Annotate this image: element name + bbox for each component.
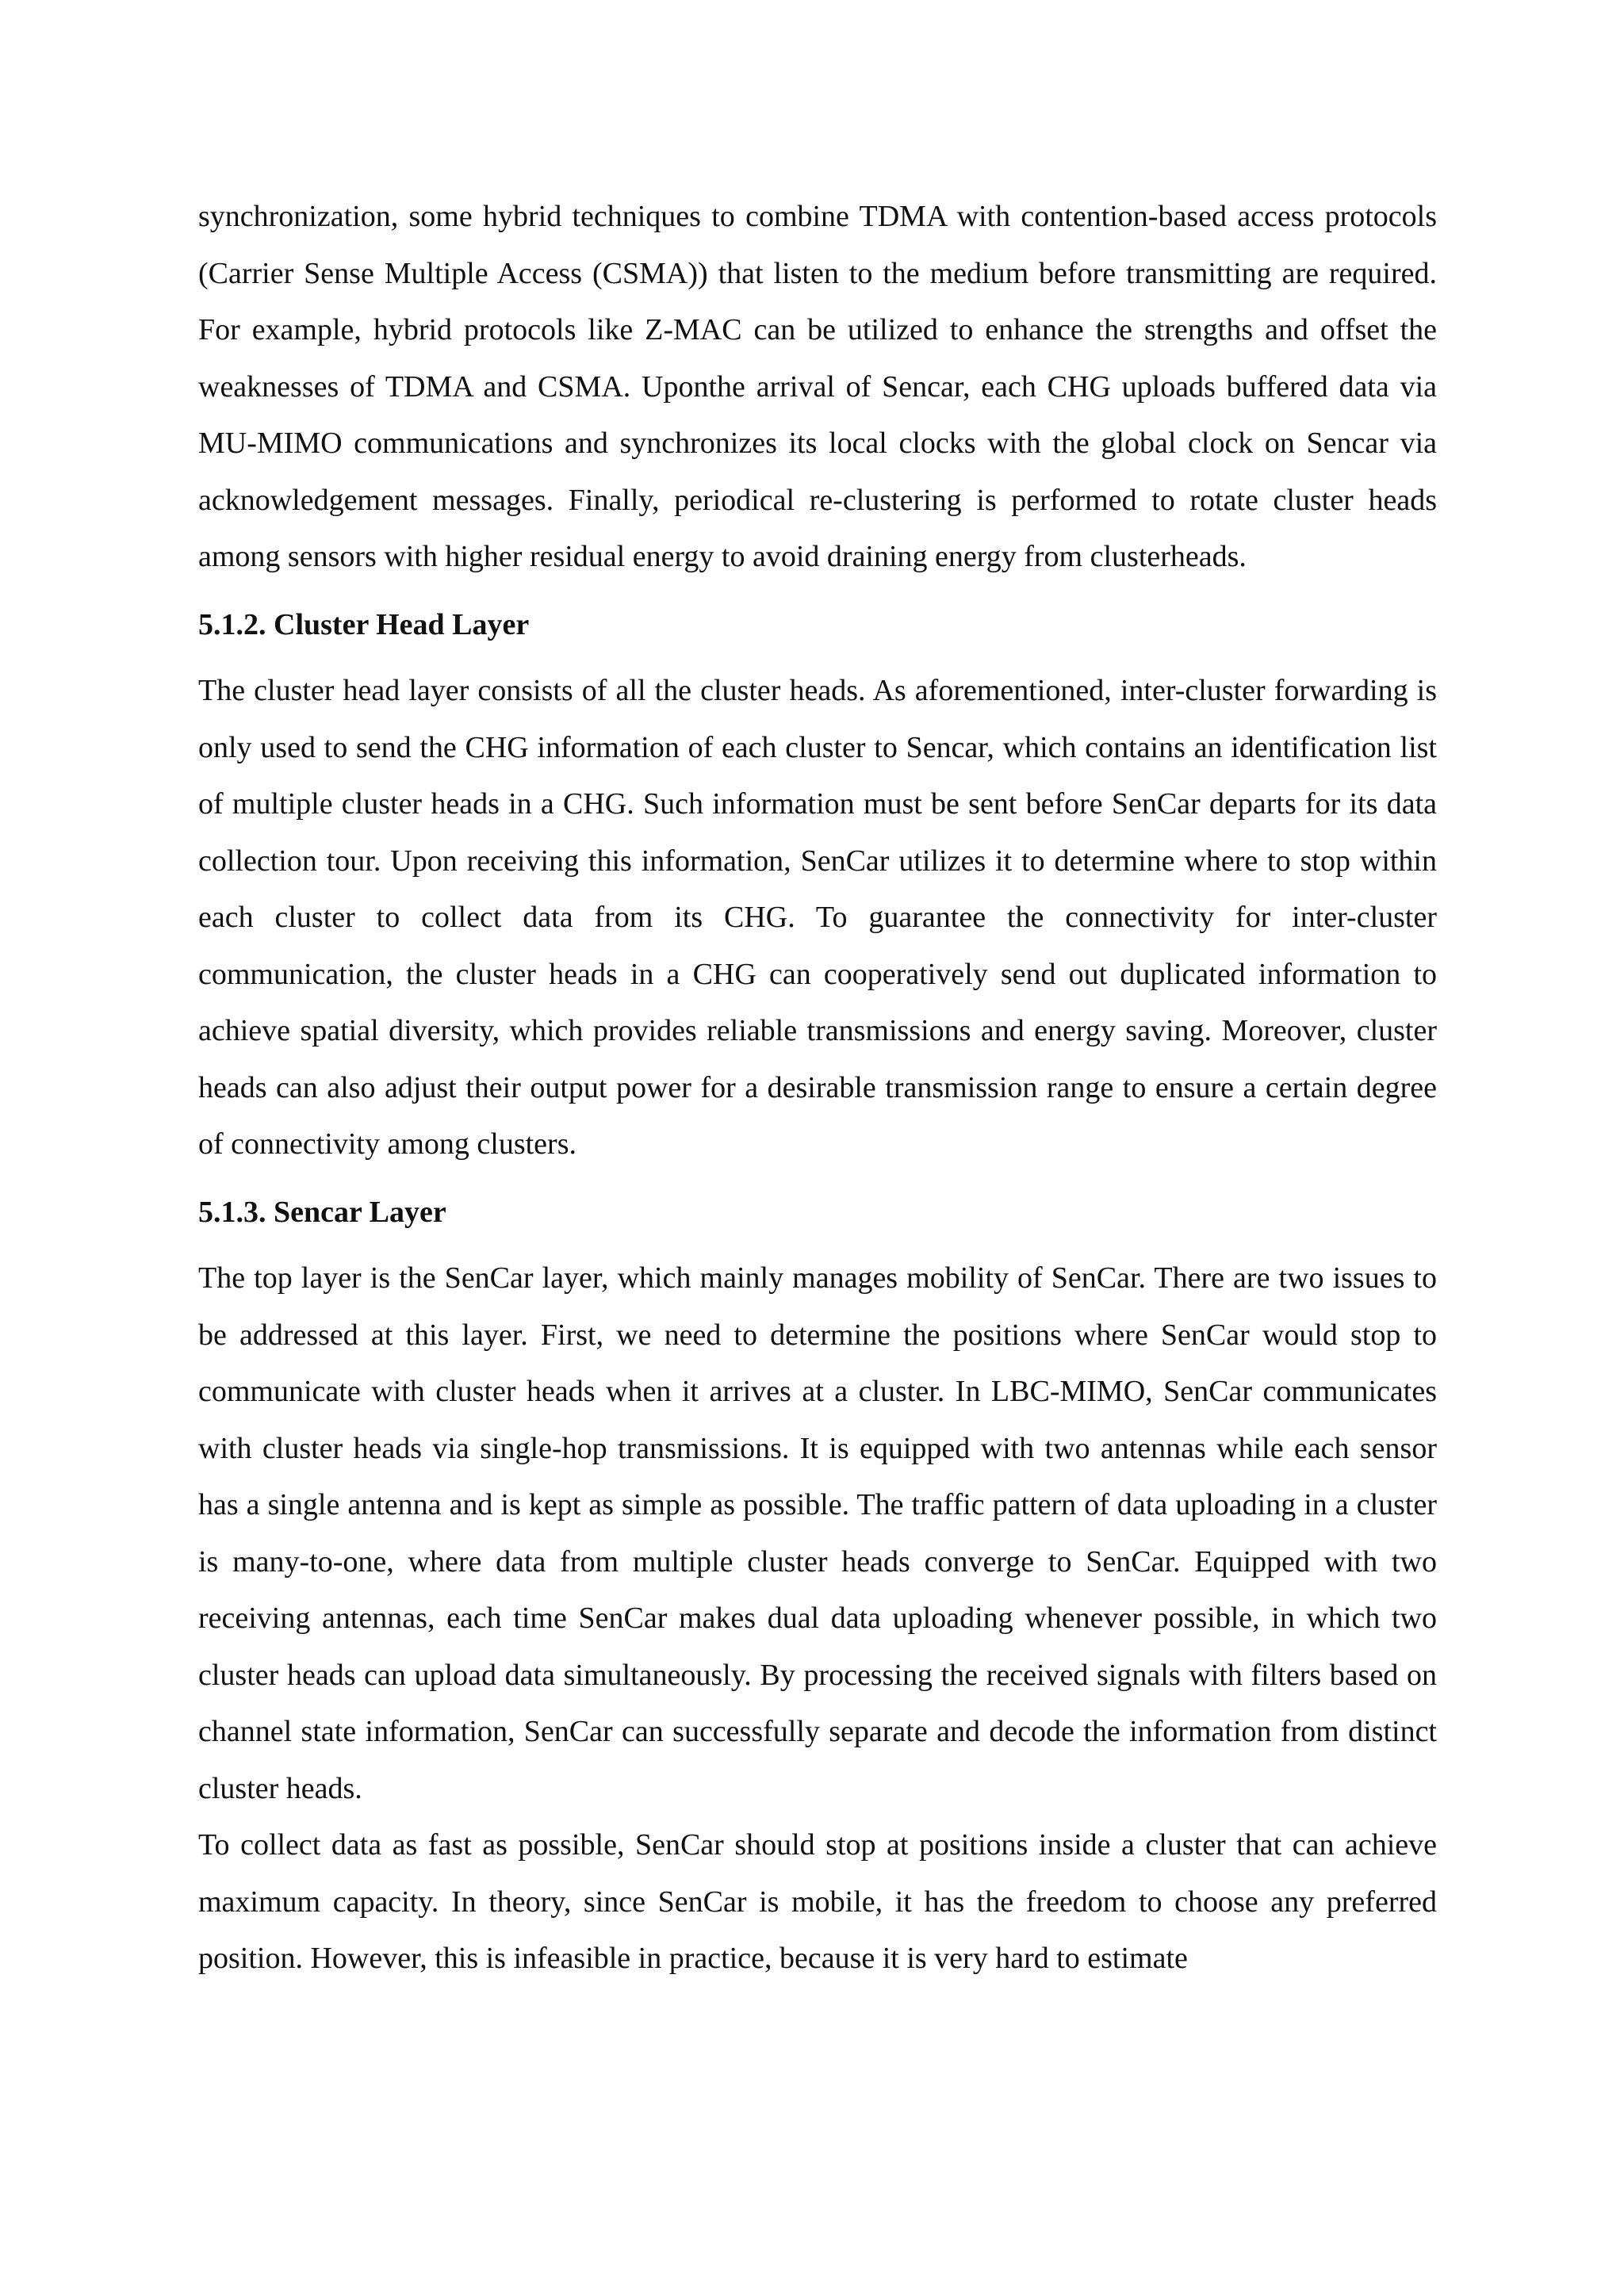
document-page xyxy=(198,189,1437,1988)
paragraph-intro: synchronization, some hybrid techniques to combine TDMA with contention-based access protocols (Carrier Sense Multiple Access (CSMA)) that listen to the medium before transmitting are required. For example, hybrid protocols like Z-MAC can be utilized to enhance the strengths and offset the weaknesses of TDMA and CSMA. Uponthe arrival of Sencar, each CHG uploads buffered data via MU-MIMO communications and synchronizes its local clocks with the global clock on Sencar via acknowledgement messages. Finally, periodical re-clustering is performed to rotate cluster heads among sensors with higher residual energy to avoid draining energy from clusterheads. xyxy=(198,200,1437,573)
paragraph-sencar-layer-1: The top layer is the SenCar layer, which mainly manages mobility of SenCar. There are two issues to be addressed at this layer. First, we need to determine the positions where SenCar would stop to communicate with cluster heads when it arrives at a cluster. In LBC-MIMO, SenCar communicates with cluster heads via single-hop transmissions. It is equipped with two antennas while each sensor has a single antenna and is kept as simple as possible. The traffic pattern of data uploading in a cluster is many-to-one, where data from multiple cluster heads converge to SenCar. Equipped with two receiving antennas, each time SenCar makes dual data uploading whenever possible, in which two cluster heads can upload data simultaneously. By processing the received signals with filters based on channel state information, SenCar can successfully separate and decode the information from distinct cluster heads. xyxy=(198,1261,1437,1805)
section-heading-5-1-3: 5.1.3. Sencar Layer xyxy=(198,1195,446,1229)
paragraph-sencar-layer-2: To collect data as fast as possible, SenCar should stop at positions inside a cluster that can achieve maximum capacity. In theory, since SenCar is mobile, it has the freedom to choose any preferred position. However, this is infeasible in practice, because it is very hard to estimate xyxy=(198,1828,1437,1975)
section-heading-5-1-2: 5.1.2. Cluster Head Layer xyxy=(198,607,530,641)
paragraph-cluster-head-layer: The cluster head layer consists of all the cluster heads. As aforementioned, inter-cluster forwarding is only used to send the CHG information of each cluster to Sencar, which contains an identification list of multiple cluster heads in a CHG. Such information must be sent before SenCar departs for its data collection tour. Upon receiving this information, SenCar utilizes it to determine where to stop within each cluster to collect data from its CHG. To guarantee the connectivity for inter-cluster communication, the cluster heads in a CHG can cooperatively send out duplicated information to achieve spatial diversity, which provides reliable transmissions and energy saving. Moreover, cluster heads can also adjust their output power for a desirable transmission range to ensure a certain degree of connectivity among clusters. xyxy=(198,674,1437,1161)
